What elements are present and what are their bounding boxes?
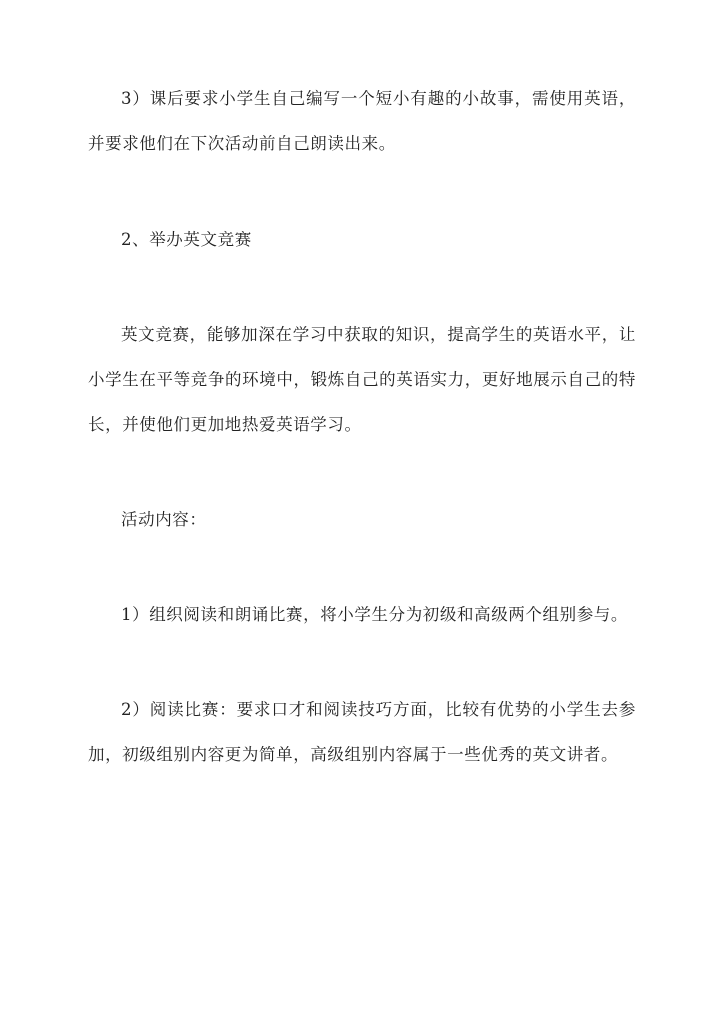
section-heading-english-competition: 2、举办英文竞赛: [121, 230, 252, 249]
paragraph-competition-purpose: 英文竞赛，能够加深在学习中获取的知识，提高学生的英语水平，让小学生在平等竞争的环境中，锻炼自己的英语实力，更好地展示自己的特长，并使他们更加地热爱英语学习。: [88, 325, 636, 434]
paragraph-reading-contest: 2）阅读比赛：要求口才和阅读技巧方面，比较有优势的小学生去参加，初级组别内容更为简单，高级组别内容属于一些优秀的英文讲者。: [88, 700, 636, 764]
activity-content-label: 活动内容：: [121, 510, 207, 529]
paragraph-story-homework: 3）课后要求小学生自己编写一个短小有趣的小故事，需使用英语，并要求他们在下次活动前自己朗读出来。: [88, 89, 636, 153]
paragraph-reading-recitation: 1）组织阅读和朗诵比赛，将小学生分为初级和高级两个组别参与。: [121, 605, 628, 624]
